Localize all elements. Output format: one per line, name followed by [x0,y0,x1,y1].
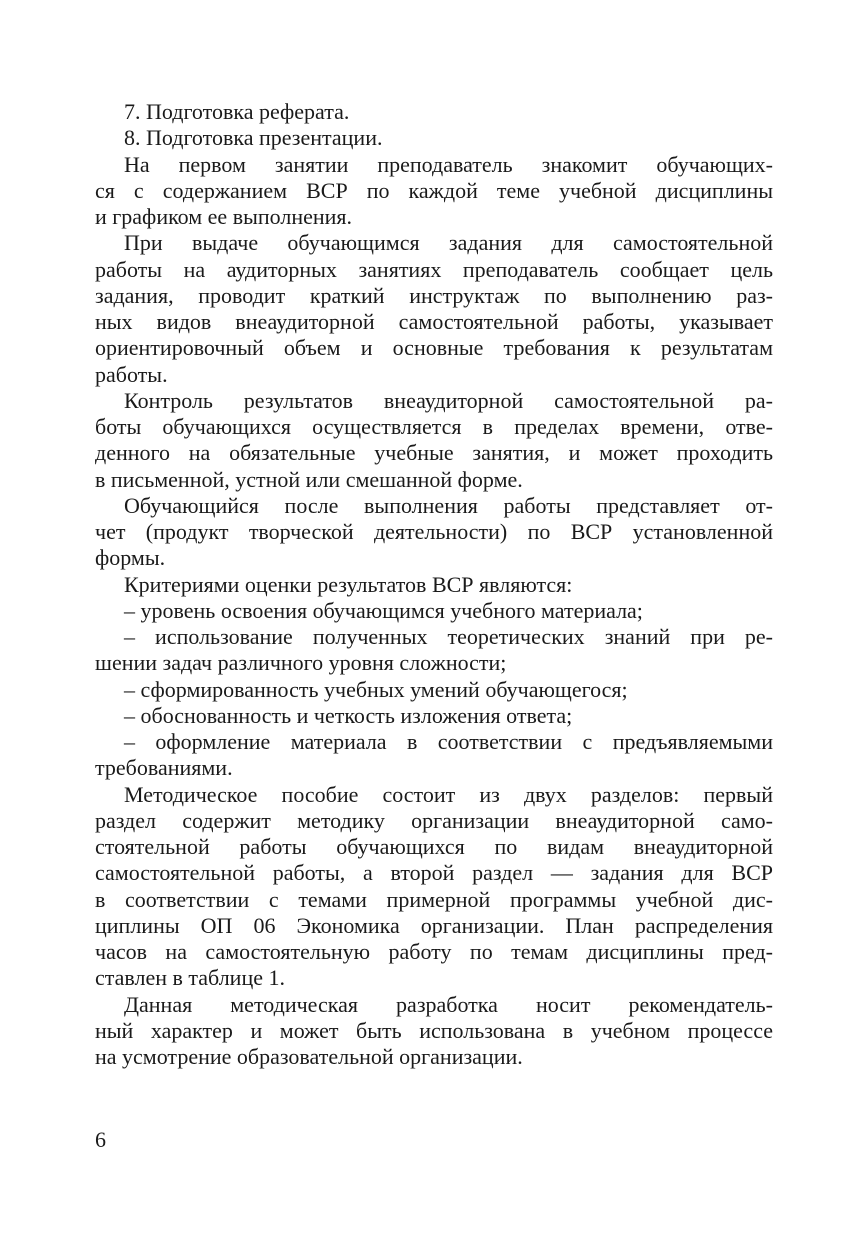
paragraph [95,624,773,677]
text-line: стоятельной работы обучающихся по видам внеаудиторной [95,834,773,859]
paragraph [95,99,773,125]
paragraph [95,703,773,729]
paragraph [95,729,773,782]
paragraph [95,125,773,151]
text-line: ориентировочный объем и основные требования к результатам [95,335,773,361]
text-line: ный характер и может быть использована в учебном процессе [95,1017,773,1043]
paragraph [95,230,773,388]
text-line: Контроль результатов внеаудиторной самостоятельной ра- [124,387,773,413]
text-line: шении задач различного уровня сложности; [95,650,507,676]
text-line: 7. Подготовка реферата. [124,99,350,124]
text-line: На первом занятии преподаватель знакомит обучающих- [124,151,773,177]
paragraph [95,992,773,1071]
text-line: Данная методическая разработка носит рекомендатель- [124,991,773,1017]
text-line: Критериями оценки результатов ВСР являются: [124,571,573,597]
text-line: раздел содержит методику организации внеаудиторной само- [95,807,773,833]
text-line: формы. [95,545,166,571]
text-line: и графиком ее выполнения. [95,204,353,229]
text-line: ставлен в таблице 1. [95,965,285,991]
text-line: работы. [95,361,168,387]
text-line: 8. Подготовка презентации. [124,125,383,151]
text-line: ся с содержанием ВСР по каждой теме учебной дисциплины [95,177,773,203]
paragraph [95,782,773,992]
text-line: в соответствии с темами примерной программы учебной дис- [95,886,773,912]
paragraph [95,572,773,598]
paragraph [95,152,773,231]
text-line: в письменной, устной или смешанной форме. [95,466,523,492]
page-number: 6 [95,1127,106,1152]
text-line: самостоятельной работы, а второй раздел — задания для ВСР [95,860,773,886]
paragraph [95,677,773,703]
text-line: – уровень освоения обучающимся учебного материала; [124,597,643,623]
text-line: боты обучающихся осуществляется в пределах времени, отве- [95,414,773,439]
text-line: часов на самостоятельную работу по темам дисциплины пред- [95,939,773,964]
paragraph [95,493,773,572]
text-line: Методическое пособие состоит из двух разделов: первый [124,781,773,807]
text-line: чет (продукт творческой деятельности) по ВСР установленной [95,519,773,544]
text-line: ных видов внеаудиторной самостоятельной работы, указывает [95,309,773,334]
paragraph [95,598,773,624]
text-line: – обоснованность и четкость изложения ответа; [124,702,573,728]
text-line: на усмотрение образовательной организации. [95,1044,523,1069]
text-line: денного на обязательные учебные занятия, и может проходить [95,440,773,466]
paragraph [95,388,773,493]
text-line: задания, проводит краткий инструктаж по выполнению раз- [95,282,773,308]
text-line: – сформированность учебных умений обучающегося; [124,676,628,702]
text-line: требованиями. [95,755,233,781]
text-line: Обучающийся после выполнения работы представляет от- [124,492,773,518]
text-line: работы на аудиторных занятиях преподаватель сообщает цель [95,256,773,282]
text-line: При выдаче обучающимся задания для самостоятельной [124,230,773,256]
text-line: – использование полученных теоретических знаний при ре- [124,624,773,649]
body-text [95,99,773,1070]
text-line: циплины ОП 06 Экономика организации. План распределения [95,912,773,938]
text-line: – оформление материала в соответствии с предъявляемыми [124,729,773,754]
